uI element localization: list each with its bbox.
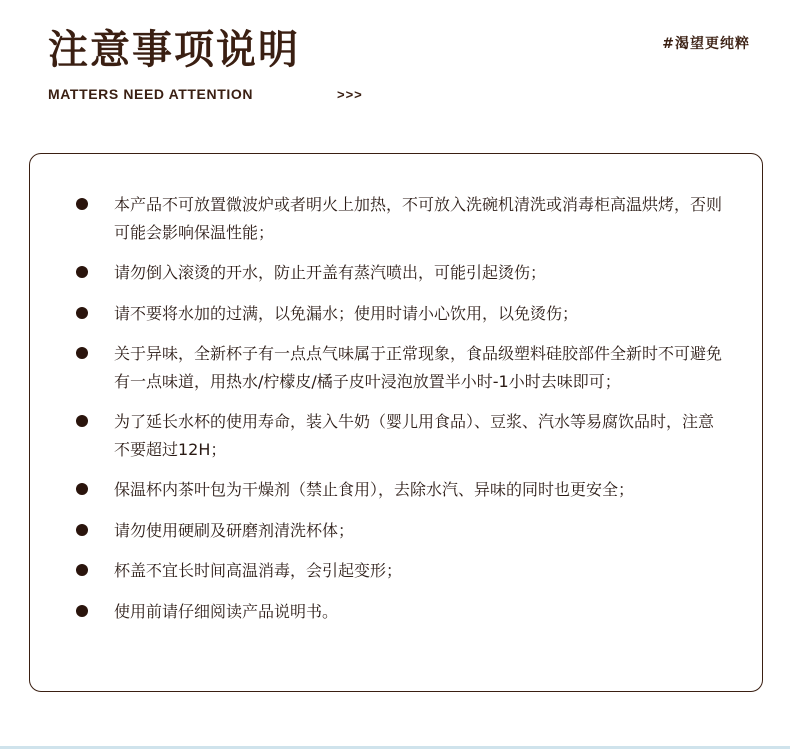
arrows-decoration: >>>	[337, 87, 363, 102]
bullet-icon	[76, 307, 88, 319]
bullet-icon	[76, 266, 88, 278]
list-item-text: 关于异味，全新杯子有一点点气味属于正常现象，食品级塑料硅胶部件全新时不可避免有一点味道，用热水/柠檬皮/橘子皮叶浸泡放置半小时-1小时去味即可；	[114, 344, 723, 391]
list-item	[30, 259, 762, 287]
bullet-icon	[76, 605, 88, 617]
list-item	[30, 408, 762, 463]
list-item-text: 本产品不可放置微波炉或者明火上加热，不可放入洗碗机清洗或消毒柜高温烘烤，否则可能会影响保温性能；	[114, 195, 723, 242]
bullet-icon	[76, 483, 88, 495]
list-item	[30, 598, 762, 626]
page-title: 注意事项说明	[48, 27, 300, 73]
page-subtitle: MATTERS NEED ATTENTION	[48, 86, 254, 102]
bullet-icon	[76, 564, 88, 576]
bullet-icon	[76, 524, 88, 536]
list-item	[30, 300, 762, 328]
list-item-text: 请勿倒入滚烫的开水，防止开盖有蒸汽喷出，可能引起烫伤；	[114, 263, 547, 282]
bullet-icon	[76, 347, 88, 359]
list-item-text: 杯盖不宜长时间高温消毒，会引起变形；	[114, 561, 403, 580]
list-item	[30, 476, 762, 504]
list-item-text: 使用前请仔细阅读产品说明书。	[114, 601, 339, 621]
notice-list	[30, 191, 762, 638]
bullet-icon	[76, 415, 88, 427]
list-item-text: 保温杯内茶叶包为干燥剂（禁止食用），去除水汽、异味的同时也更安全；	[114, 480, 635, 499]
list-item-text: 请勿使用硬刷及研磨剂清洗杯体；	[114, 520, 355, 540]
list-item-text: 为了延长水杯的使用寿命，装入牛奶（婴儿用食品）、豆浆、汽水等易腐饮品时，注意不要超过12H；	[114, 412, 715, 459]
list-item	[30, 557, 762, 585]
bullet-icon	[76, 198, 88, 210]
list-item	[30, 517, 762, 545]
list-item	[30, 191, 762, 246]
notice-card	[29, 153, 763, 692]
list-item-text: 请不要将水加的过满，以免漏水；使用时请小心饮用，以免烫伤；	[114, 303, 579, 323]
list-item	[30, 340, 762, 395]
hashtag-label: #渴望更纯粹	[662, 36, 750, 52]
